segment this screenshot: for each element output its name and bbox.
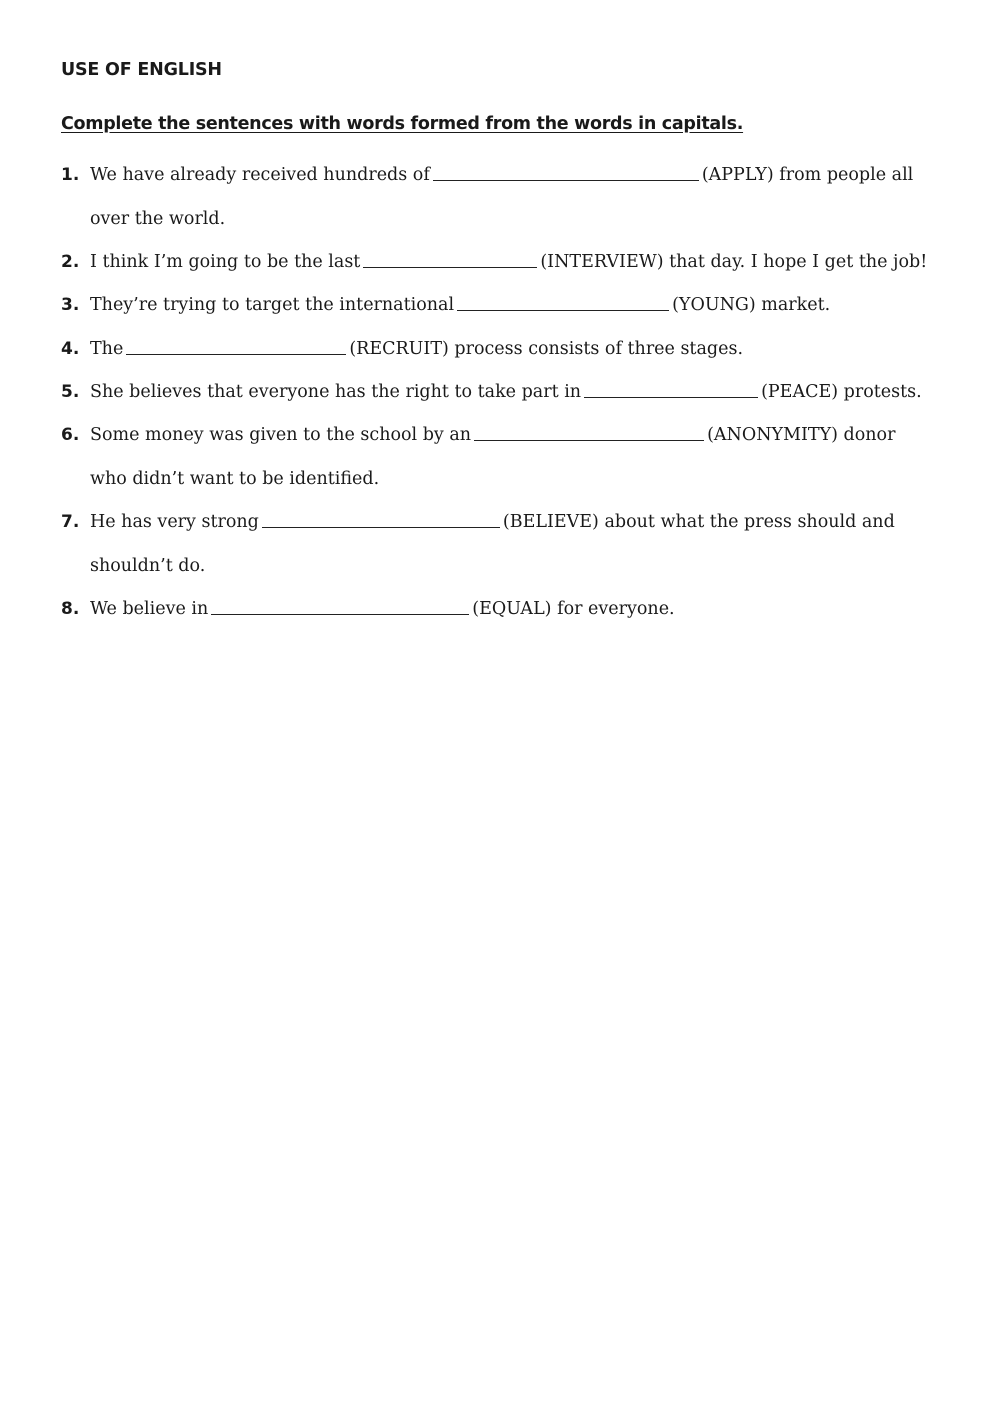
sentence-start: The bbox=[90, 339, 124, 359]
instruction-text: Complete the sentences with words formed from the words in capitals. bbox=[61, 114, 744, 134]
answer-blank[interactable] bbox=[457, 309, 669, 311]
sentence-continuation: over the world. bbox=[90, 208, 226, 229]
sentence-end: from people all bbox=[779, 165, 914, 185]
question-number: 8. bbox=[61, 599, 80, 619]
answer-blank[interactable] bbox=[474, 439, 704, 441]
capital-word: (INTERVIEW) bbox=[540, 252, 664, 272]
capital-word: (BELIEVE) bbox=[502, 512, 599, 532]
sentence-end: for everyone. bbox=[557, 599, 675, 619]
answer-blank[interactable] bbox=[584, 396, 758, 398]
worksheet-heading: USE OF ENGLISH bbox=[61, 60, 222, 80]
sentence-end: donor bbox=[843, 425, 896, 445]
question-number: 4. bbox=[61, 339, 80, 359]
capital-word: (RECRUIT) bbox=[349, 339, 449, 359]
question-number: 3. bbox=[61, 295, 80, 315]
answer-blank[interactable] bbox=[126, 353, 346, 355]
sentence-start: They’re trying to target the international bbox=[90, 295, 455, 315]
sentence-end: that day. I hope I get the job! bbox=[669, 252, 928, 272]
capital-word: (APPLY) bbox=[701, 165, 774, 185]
sentence-continuation: who didn’t want to be identified. bbox=[90, 468, 380, 489]
sentence-start: He has very strong bbox=[90, 512, 259, 532]
sentence-start: She believes that everyone has the right to take part in bbox=[90, 382, 582, 402]
answer-blank[interactable] bbox=[211, 613, 469, 615]
sentence-continuation: shouldn’t do. bbox=[90, 555, 206, 576]
answer-blank[interactable] bbox=[433, 179, 699, 181]
sentence-end: protests. bbox=[843, 382, 922, 402]
capital-word: (EQUAL) bbox=[472, 599, 552, 619]
question-number: 7. bbox=[61, 512, 80, 532]
capital-word: (PEACE) bbox=[761, 382, 839, 402]
question-number: 2. bbox=[61, 252, 80, 272]
sentence-start: We have already received hundreds of bbox=[90, 165, 430, 185]
sentence-start: I think I’m going to be the last bbox=[90, 252, 361, 272]
capital-word: (YOUNG) bbox=[672, 295, 756, 315]
sentence-end: about what the press should and bbox=[604, 512, 895, 532]
sentence-end: process consists of three stages. bbox=[454, 339, 744, 359]
question-number: 6. bbox=[61, 425, 80, 445]
question-number: 1. bbox=[61, 165, 80, 185]
sentence-end: market. bbox=[761, 295, 831, 315]
answer-blank[interactable] bbox=[262, 526, 500, 528]
capital-word: (ANONYMITY) bbox=[707, 425, 838, 445]
answer-blank[interactable] bbox=[363, 266, 537, 268]
sentence-start: We believe in bbox=[90, 599, 209, 619]
question-number: 5. bbox=[61, 382, 80, 402]
sentence-start: Some money was given to the school by an bbox=[90, 425, 472, 445]
